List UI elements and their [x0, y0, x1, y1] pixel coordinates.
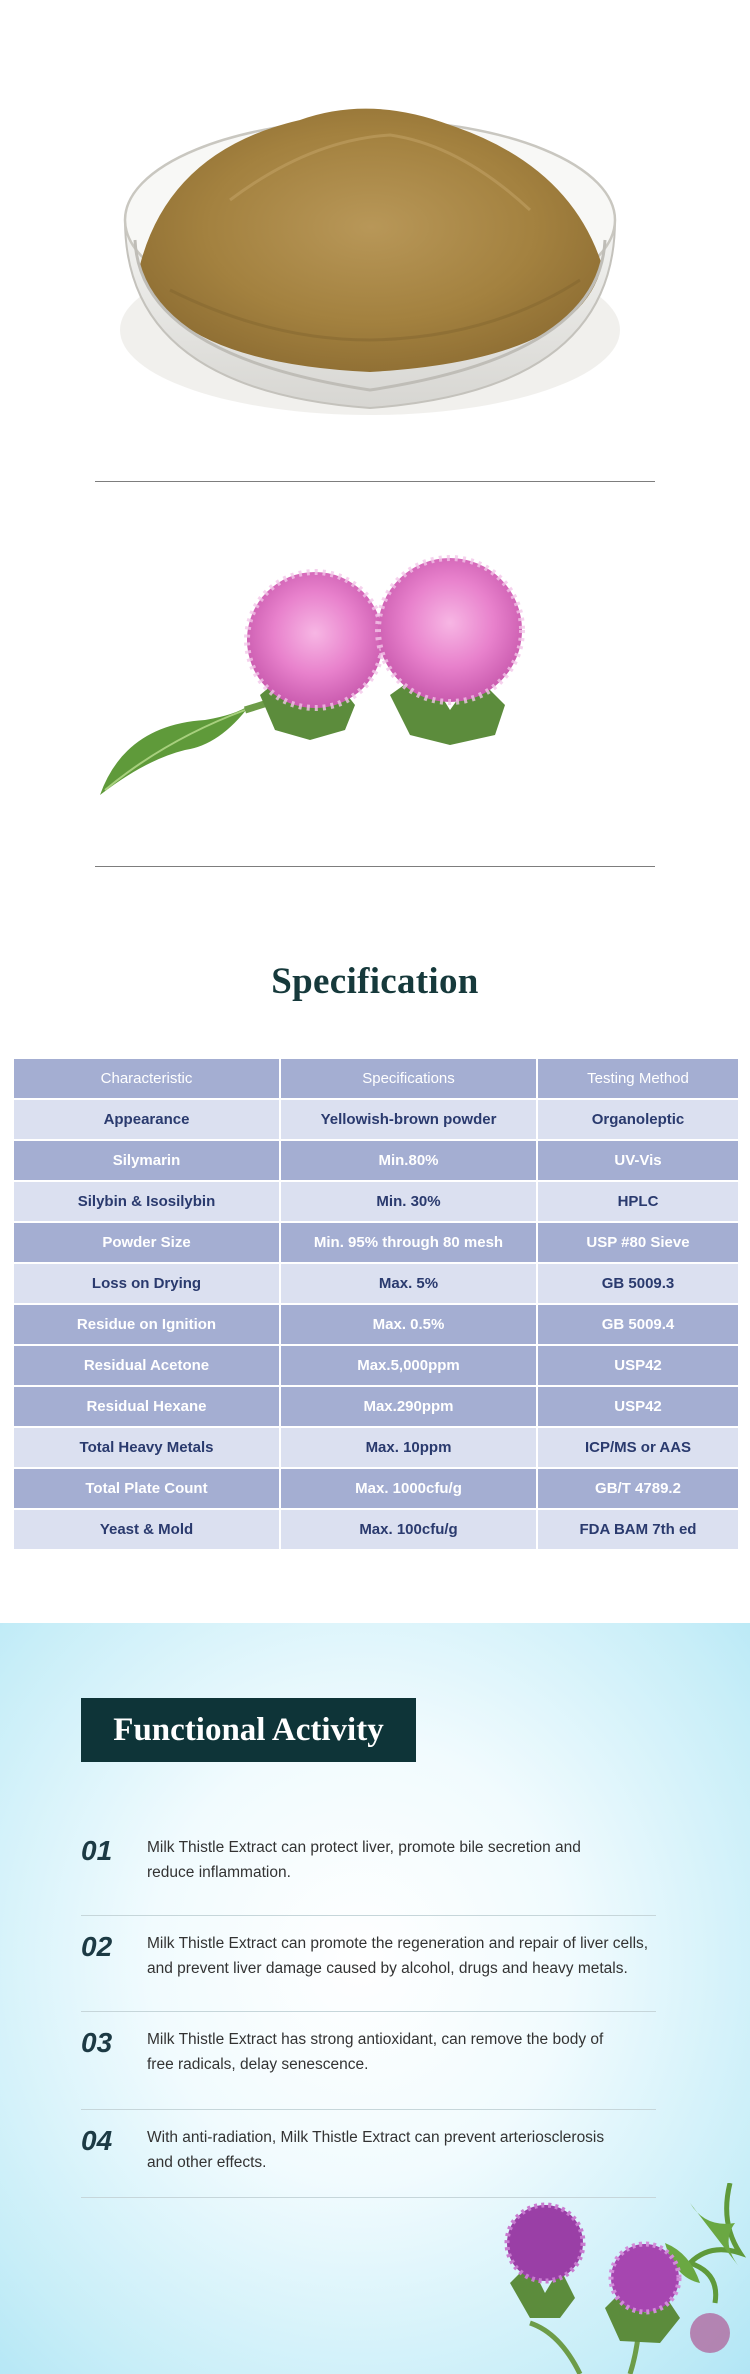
- table-cell: Max. 5%: [281, 1264, 536, 1303]
- divider: [81, 1915, 656, 1916]
- item-text-line: Milk Thistle Extract can promote the regeneration and repair of liver cells,: [147, 1935, 649, 1952]
- table-cell: GB 5009.3: [538, 1264, 738, 1303]
- item-text-line: Milk Thistle Extract has strong antioxidant, can remove the body of: [147, 2031, 604, 2048]
- item-text-line: Milk Thistle Extract can protect liver, promote bile secretion and: [147, 1839, 581, 1856]
- table-cell: Yellowish-brown powder: [281, 1100, 536, 1139]
- table-row: [14, 1223, 738, 1262]
- table-cell: Max. 0.5%: [281, 1305, 536, 1344]
- column-header: Specifications: [281, 1059, 536, 1098]
- corner-thistle-image: [490, 2183, 750, 2374]
- table-cell: HPLC: [538, 1182, 738, 1221]
- item-text: [147, 1835, 657, 1885]
- item-text: [147, 2125, 657, 2175]
- table-row: [14, 1469, 738, 1508]
- table-cell: Residue on Ignition: [14, 1305, 279, 1344]
- table-row: [14, 1305, 738, 1344]
- table-row: [14, 1387, 738, 1426]
- table-cell: ICP/MS or AAS: [538, 1428, 738, 1467]
- table-row: [14, 1141, 738, 1180]
- table-cell: Max.290ppm: [281, 1387, 536, 1426]
- table-cell: USP #80 Sieve: [538, 1223, 738, 1262]
- table-cell: Max. 1000cfu/g: [281, 1469, 536, 1508]
- table-row: [14, 1182, 738, 1221]
- thistle-flower-image: [95, 545, 615, 815]
- item-text-line: free radicals, delay senescence.: [147, 2056, 369, 2073]
- specification-table: [12, 1057, 740, 1551]
- table-cell: Residual Acetone: [14, 1346, 279, 1385]
- item-text-line: reduce inflammation.: [147, 1864, 291, 1881]
- item-text: [147, 1931, 657, 1981]
- powder-dish-image: [110, 90, 630, 430]
- table-cell: Min. 30%: [281, 1182, 536, 1221]
- table-cell: UV-Vis: [538, 1141, 738, 1180]
- table-cell: Silymarin: [14, 1141, 279, 1180]
- table-cell: USP42: [538, 1387, 738, 1426]
- divider: [95, 866, 655, 867]
- table-cell: Min.80%: [281, 1141, 536, 1180]
- table-cell: Loss on Drying: [14, 1264, 279, 1303]
- table-cell: Powder Size: [14, 1223, 279, 1262]
- functional-activity-title-box: [81, 1698, 416, 1762]
- item-number: 02: [81, 1931, 113, 1962]
- item-number: 04: [81, 2125, 113, 2156]
- item-number: 03: [81, 2027, 113, 2058]
- table-cell: Max. 100cfu/g: [281, 1510, 536, 1549]
- table-cell: GB 5009.4: [538, 1305, 738, 1344]
- divider: [81, 2109, 656, 2110]
- divider: [81, 2011, 656, 2012]
- table-cell: Silybin & Isosilybin: [14, 1182, 279, 1221]
- item-text-line: and other effects.: [147, 2154, 267, 2171]
- table-cell: GB/T 4789.2: [538, 1469, 738, 1508]
- table-cell: Total Heavy Metals: [14, 1428, 279, 1467]
- item-text: [147, 2027, 657, 2077]
- table-row: [14, 1428, 738, 1467]
- table-header-row: [14, 1059, 738, 1098]
- item-number: 01: [81, 1835, 113, 1866]
- specification-title: Specification: [271, 961, 479, 1002]
- table-cell: Max.5,000ppm: [281, 1346, 536, 1385]
- table-row: [14, 1264, 738, 1303]
- table-cell: Max. 10ppm: [281, 1428, 536, 1467]
- table-cell: Residual Hexane: [14, 1387, 279, 1426]
- table-cell: Min. 95% through 80 mesh: [281, 1223, 536, 1262]
- table-cell: USP42: [538, 1346, 738, 1385]
- column-header: Testing Method: [538, 1059, 738, 1098]
- item-text-line: With anti-radiation, Milk Thistle Extract can prevent arteriosclerosis: [147, 2129, 605, 2146]
- functional-activity-title: Functional Activity: [113, 1711, 384, 1748]
- functional-activity-section: [0, 1623, 750, 2374]
- table-cell: Total Plate Count: [14, 1469, 279, 1508]
- item-text-line: and prevent liver damage caused by alcohol, drugs and heavy metals.: [147, 1960, 628, 1977]
- table-cell: Yeast & Mold: [14, 1510, 279, 1549]
- table-cell: Organoleptic: [538, 1100, 738, 1139]
- table-row: [14, 1100, 738, 1139]
- divider: [95, 481, 655, 482]
- table-row: [14, 1510, 738, 1549]
- table-cell: FDA BAM 7th ed: [538, 1510, 738, 1549]
- table-row: [14, 1346, 738, 1385]
- table-cell: Appearance: [14, 1100, 279, 1139]
- column-header: Characteristic: [14, 1059, 279, 1098]
